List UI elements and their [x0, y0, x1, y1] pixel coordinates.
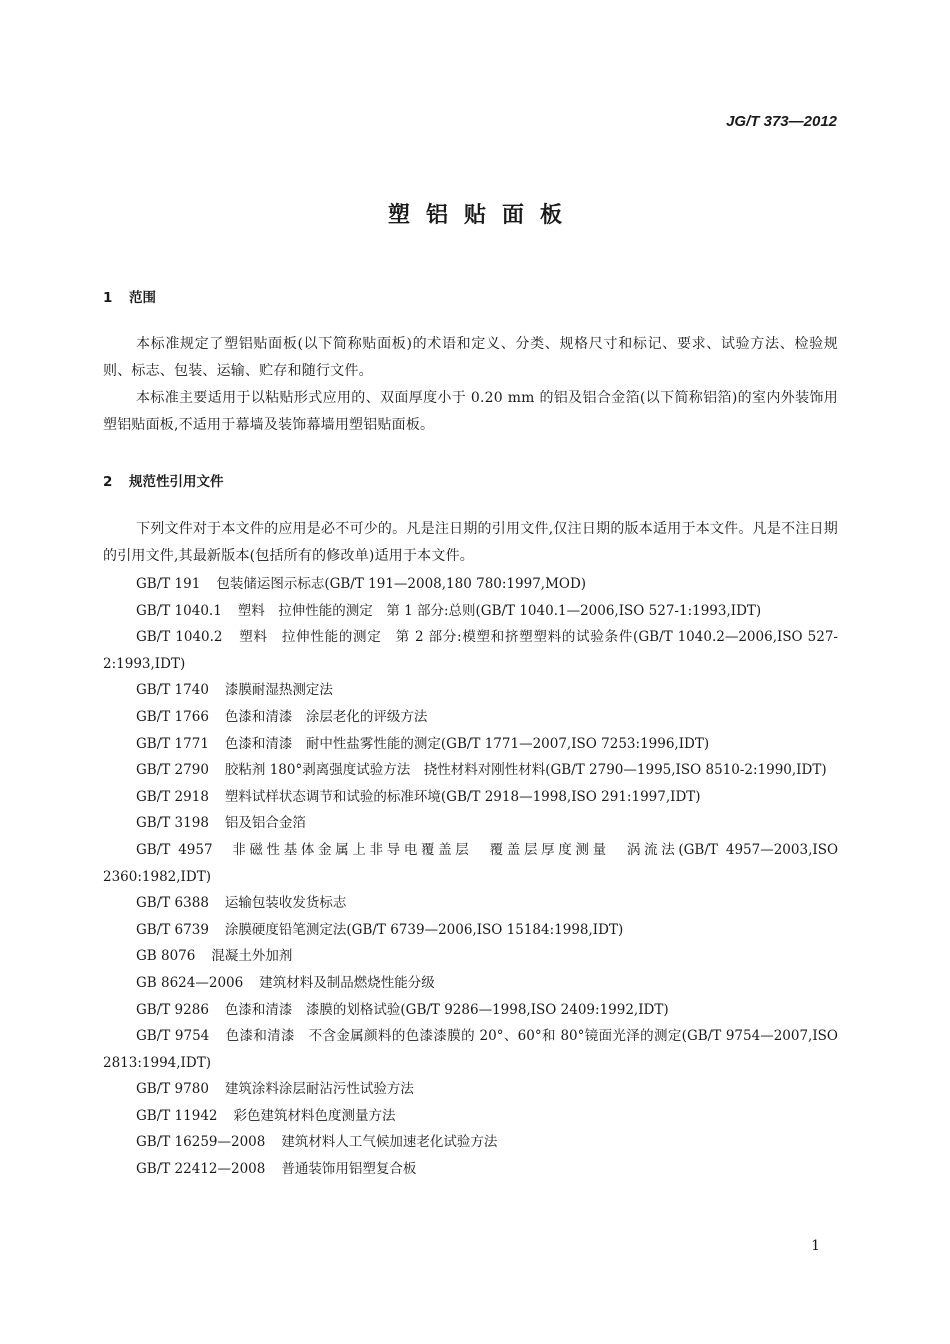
section-number: 1 [103, 290, 113, 306]
reference-item [103, 810, 838, 837]
reference-code: GB/T 9286 [136, 1001, 209, 1018]
reference-text: 塑料 拉伸性能的测定 第 1 部分:总则(GB/T 1040.1—2006,ISO 527-1:1993,IDT) [237, 602, 762, 619]
reference-item [103, 598, 838, 625]
reference-item [103, 917, 838, 944]
scope-paragraph-1: 本标准规定了塑铝贴面板(以下简称贴面板)的术语和定义、分类、规格尺寸和标记、要求、试验方法、检验规则、标志、包装、运输、贮存和随行文件。 [103, 336, 838, 379]
scope-paragraph-2: 本标准主要适用于以粘贴形式应用的、双面厚度小于 0.20 mm 的铝及铝合金箔(以下简称铝箔)的室内外装饰用塑铝贴面板,不适用于幕墙及装饰幕墙用塑铝贴面板。 [103, 390, 838, 433]
reference-text: 漆膜耐湿热测定法 [224, 682, 333, 699]
reference-text: 建筑涂料涂层耐沾污性试验方法 [224, 1081, 414, 1098]
reference-item [103, 970, 838, 997]
reference-list [103, 571, 838, 1183]
reference-code: GB 8076 [136, 948, 196, 965]
document-title: 塑铝贴面板 [387, 203, 578, 228]
reference-text: 胶粘剂 180°剥离强度试验方法 挠性材料对刚性材料(GB/T 2790—1995,ISO 8510-2:1990,IDT) [224, 762, 827, 779]
reference-code: GB/T 2790 [136, 762, 209, 779]
reference-code: GB/T 6739 [136, 921, 209, 938]
reference-item [103, 1023, 838, 1076]
reference-code: GB/T 9780 [136, 1081, 209, 1098]
page-number: 1 [811, 1238, 820, 1254]
section-heading-scope [103, 286, 156, 306]
reference-code: GB/T 9754 [136, 1028, 210, 1045]
reference-text: 非磁性基体金属上非导电覆盖层 覆盖层厚度测量 涡流法(GB/T 4957—2003,ISO 2360:1982,IDT) [103, 841, 839, 885]
reference-code: GB/T 1040.1 [136, 602, 222, 619]
reference-text: 铝及铝合金箔 [224, 815, 306, 832]
reference-text: 普通装饰用铝塑复合板 [281, 1161, 417, 1178]
section-heading-normative-references [103, 470, 224, 490]
reference-text: 塑料 拉伸性能的测定 第 2 部分:模塑和挤塑塑料的试验条件(GB/T 1040.2—2006,ISO 527-2:1993,IDT) [103, 629, 838, 672]
reference-item [103, 890, 838, 917]
reference-code: GB/T 1771 [136, 735, 209, 752]
reference-item [103, 1129, 838, 1156]
reference-item [103, 731, 838, 758]
reference-text: 涂膜硬度铅笔测定法(GB/T 6739—2006,ISO 15184:1998,IDT) [224, 921, 624, 938]
section-number: 2 [103, 474, 113, 490]
reference-text: 包装储运图示标志(GB/T 191—2008,180 780:1997,MOD) [216, 576, 587, 592]
reference-text: 彩色建筑材料色度测量方法 [233, 1107, 396, 1124]
reference-text: 塑料试样状态调节和试验的标准环境(GB/T 2918—1998,ISO 291:1997,IDT) [224, 788, 701, 805]
section-title: 规范性引用文件 [129, 474, 224, 490]
reference-text: 色漆和清漆 不含金属颜料的色漆漆膜的 20°、60°和 80°镜面光泽的测定(GB/T 9754—2007,ISO 2813:1994,IDT) [103, 1028, 839, 1071]
reference-item [103, 943, 838, 970]
reference-text: 混凝土外加剂 [211, 948, 293, 965]
reference-code: GB/T 1766 [136, 708, 209, 725]
reference-text: 色漆和清漆 耐中性盐雾性能的测定(GB/T 1771—2007,ISO 7253:1996,IDT) [224, 735, 710, 752]
standard-number: JG/T 373—2012 [726, 113, 837, 130]
reference-item [103, 1076, 838, 1103]
reference-item [103, 624, 838, 677]
reference-code: GB/T 11942 [136, 1107, 218, 1124]
reference-item [103, 677, 838, 704]
reference-code: GB/T 1040.2 [136, 629, 223, 646]
reference-item [103, 571, 838, 598]
reference-text: 建筑材料及制品燃烧性能分级 [259, 974, 435, 991]
reference-text: 色漆和清漆 涂层老化的评级方法 [224, 708, 428, 725]
reference-item [103, 997, 838, 1024]
reference-code: GB/T 16259—2008 [136, 1134, 266, 1151]
reference-item [103, 837, 838, 890]
reference-code: GB/T 22412—2008 [136, 1161, 266, 1178]
reference-code: GB/T 191 [136, 576, 201, 592]
reference-text: 建筑材料人工气候加速老化试验方法 [281, 1134, 498, 1151]
reference-item [103, 1156, 838, 1183]
reference-text: 运输包装收发货标志 [224, 895, 347, 912]
reference-item [103, 757, 838, 784]
reference-code: GB/T 3198 [136, 815, 209, 832]
reference-code: GB/T 6388 [136, 895, 209, 912]
reference-code: GB 8624—2006 [136, 974, 244, 991]
reference-item [103, 784, 838, 811]
reference-code: GB/T 2918 [136, 788, 209, 805]
references-intro-paragraph: 下列文件对于本文件的应用是必不可少的。凡是注日期的引用文件,仅注日期的版本适用于本文件。凡是不注日期的引用文件,其最新版本(包括所有的修改单)适用于本文件。 [103, 521, 838, 564]
section-title: 范围 [129, 290, 156, 306]
reference-code: GB/T 1740 [136, 682, 209, 699]
reference-code: GB/T 4957 [136, 841, 213, 858]
reference-item [103, 704, 838, 731]
reference-text: 色漆和清漆 漆膜的划格试验(GB/T 9286—1998,ISO 2409:1992,IDT) [224, 1001, 669, 1018]
reference-item [103, 1103, 838, 1130]
